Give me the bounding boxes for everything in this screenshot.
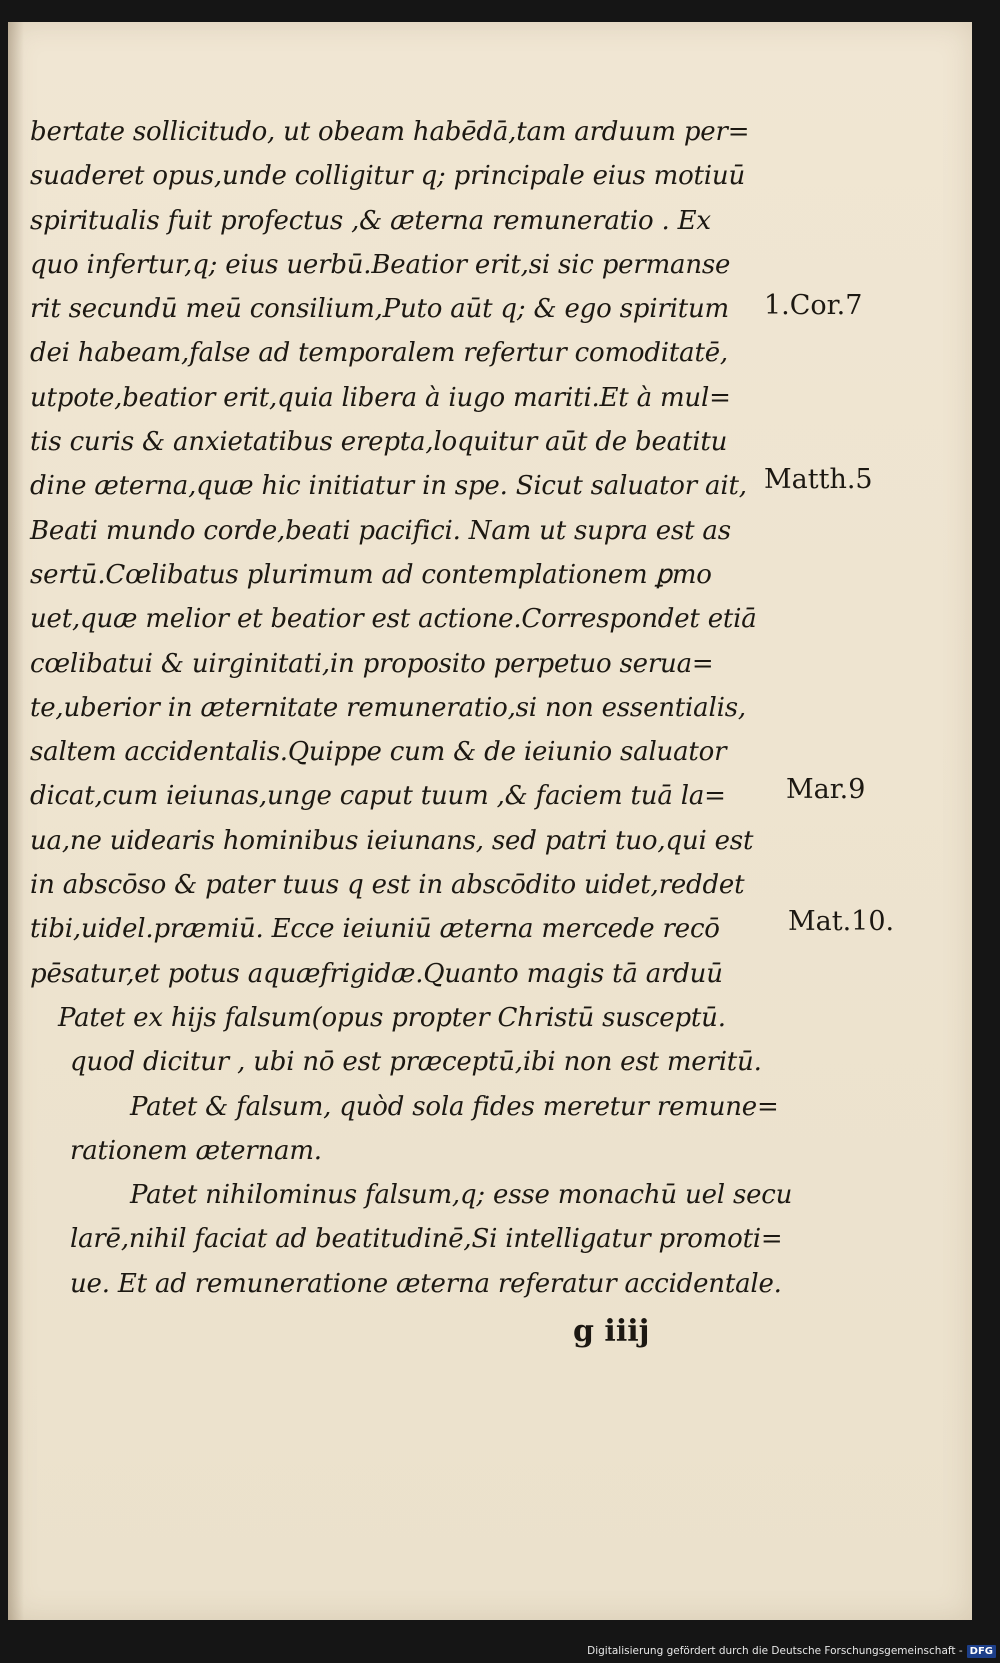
text-line: larē,nihil faciat ad beatitudinē,Si intelligatur promoti=	[70, 1224, 783, 1255]
margin-note: Matth.5	[764, 464, 873, 495]
text-line: quod dicitur , ubi nō est præceptū,ibi non est meritū.	[70, 1047, 762, 1078]
text-line: in abscōso & pater tuus q est in abscōdito uidet,reddet	[30, 870, 745, 901]
text-line: sertū.Cœlibatus plurimum ad contemplationem ꝑmo	[30, 559, 712, 590]
text-line: cœlibatui & uirginitati,in proposito perpetuo serua=	[30, 648, 714, 679]
text-line: saltem accidentalis.Quippe cum & de ieiunio saluator	[30, 737, 727, 768]
text-line: ue. Et ad remuneratione æterna referatur accidentale.	[70, 1268, 782, 1299]
text-line: tibi,uidel.præmiū. Ecce ieiuniū æterna mercede recō	[30, 914, 720, 945]
margin-note: 1.Cor.7	[764, 290, 863, 321]
text-line: tis curis & anxietatibus erepta,loquitur aūt de beatitu	[30, 427, 728, 458]
margin-note: Mar.9	[786, 774, 866, 805]
text-line: dei habeam,false ad temporalem refertur comoditatē,	[30, 338, 728, 369]
text-line: Patet nihilominus falsum,q; esse monachū uel secu	[130, 1180, 793, 1211]
margin-note: Mat.10.	[788, 906, 895, 937]
text-line: dicat,cum ieiunas,unge caput tuum ,& faciem tuā la=	[30, 781, 726, 812]
text-line: utpote,beatior erit,quia libera à iugo mariti.Et à mul=	[30, 382, 731, 413]
text-line: ua,ne uidearis hominibus ieiunans, sed patri tuo,qui est	[30, 825, 754, 856]
text-line: rit secundū meū consilium,Puto aūt q; & ego spiritum	[30, 294, 729, 325]
text-line: Beati mundo corde,beati pacifici. Nam ut supra est as	[30, 515, 731, 546]
signature-mark: g iiij	[573, 1314, 650, 1349]
text-line: pēsatur,et potus aquæfrigidæ.Quanto magis tā arduū	[30, 958, 723, 989]
text-line: Patet ex hijs falsum(opus propter Christū susceptū.	[58, 1002, 726, 1033]
credit-text: Digitalisierung gefördert durch die Deutsche Forschungsgemeinschaft -	[587, 1645, 963, 1657]
text-line: uet,quæ melior et beatior est actione.Correspondet etiā	[30, 604, 757, 635]
text-line: suaderet opus,unde colligitur q; principale eius motiuū	[30, 161, 745, 192]
main-text-block	[30, 110, 800, 1306]
text-line: dine æterna,quæ hic initiatur in spe. Sicut saluator ait,	[30, 471, 747, 502]
text-line: quo infertur,q; eius uerbū.Beatior erit,si sic permanse	[30, 249, 731, 280]
dfg-logo-icon: DFG	[967, 1645, 996, 1658]
text-line: spiritualis fuit profectus ,& æterna remuneratio . Ex	[30, 205, 711, 236]
digitization-credit	[587, 1641, 996, 1661]
text-line: bertate sollicitudo, ut obeam habēdā,tam arduum per=	[30, 117, 750, 147]
text-line: rationem æternam.	[70, 1135, 322, 1166]
book-page	[8, 22, 972, 1620]
text-line: Patet & falsum, quòd sola fides meretur remune=	[130, 1091, 779, 1122]
text-line: te,uberior in æternitate remuneratio,si non essentialis,	[30, 692, 746, 723]
